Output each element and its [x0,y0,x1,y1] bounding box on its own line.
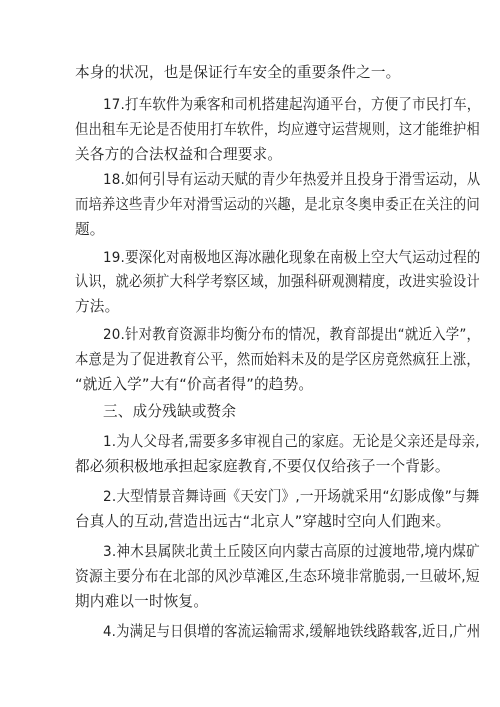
text-line: 本身的状况，也是保证行车安全的重要条件之一。 [75,64,401,81]
text-line: 期内难以一时恢复。 [75,593,209,610]
text-line: 认识，就必须扩大科学考察区域，加强科研观测精度，改进实验设计 [75,273,480,290]
text-line: 资源主要分布在北部的风沙草滩区,生态环境非常脆弱,一旦破坏,短 [75,568,480,585]
text-line: 都必须积极地承担起家庭教育,不要仅仅给孩子一个背影。 [75,458,450,475]
text-line: 1.为人父母者,需要多多审视自己的家庭。无论是父亲还是母亲, [103,433,480,450]
text-line: 本意是为了促进教育公平，然而始料未及的是学区房竟然疯狂上涨， [75,351,480,368]
text-line: “就近入学”大有“价高者得”的趋势。 [75,376,314,393]
text-line: 18.如何引导有运动天赋的青少年热爱并且投身于滑雪运动，从 [103,171,481,188]
text-line: 3.神木县属陕北黄土丘陵区向内蒙古高原的过渡地带,境内煤矿 [103,543,480,560]
text-line: 方法。 [75,298,120,315]
text-line: 19.要深化对南极地区海冰融化现象在南极上空大气运动过程的 [103,249,481,266]
text-line: 4.为满足与日俱增的客流运输需求,缓解地铁线路载客,近日,广州 [103,623,481,640]
text-line: 台真人的互动,营造出远古“北京人”穿越时空向人们跑来。 [75,513,451,530]
text-line: 17.打车软件为乘客和司机搭建起沟通平台，方便了市民打车， [103,96,481,113]
text-line: 2.大型情景音舞诗画《天安门》,一开场就采用“幻影成像”与舞 [103,488,480,505]
section-heading: 三、成分残缺或赘余 [103,403,237,420]
text-line: 但出租车无论是否使用打车软件，均应遵守运营规则，这才能维护相 [75,121,480,138]
text-line: 题。 [75,221,105,238]
text-line: 20.针对教育资源非均衡分布的情况，教育部提出“就近入学”， [103,326,481,343]
text-line: 而培养这些青少年对滑雪运动的兴趣，是北京冬奥申委正在关注的问 [75,196,480,213]
text-line: 关各方的合法权益和合理要求。 [75,146,283,163]
